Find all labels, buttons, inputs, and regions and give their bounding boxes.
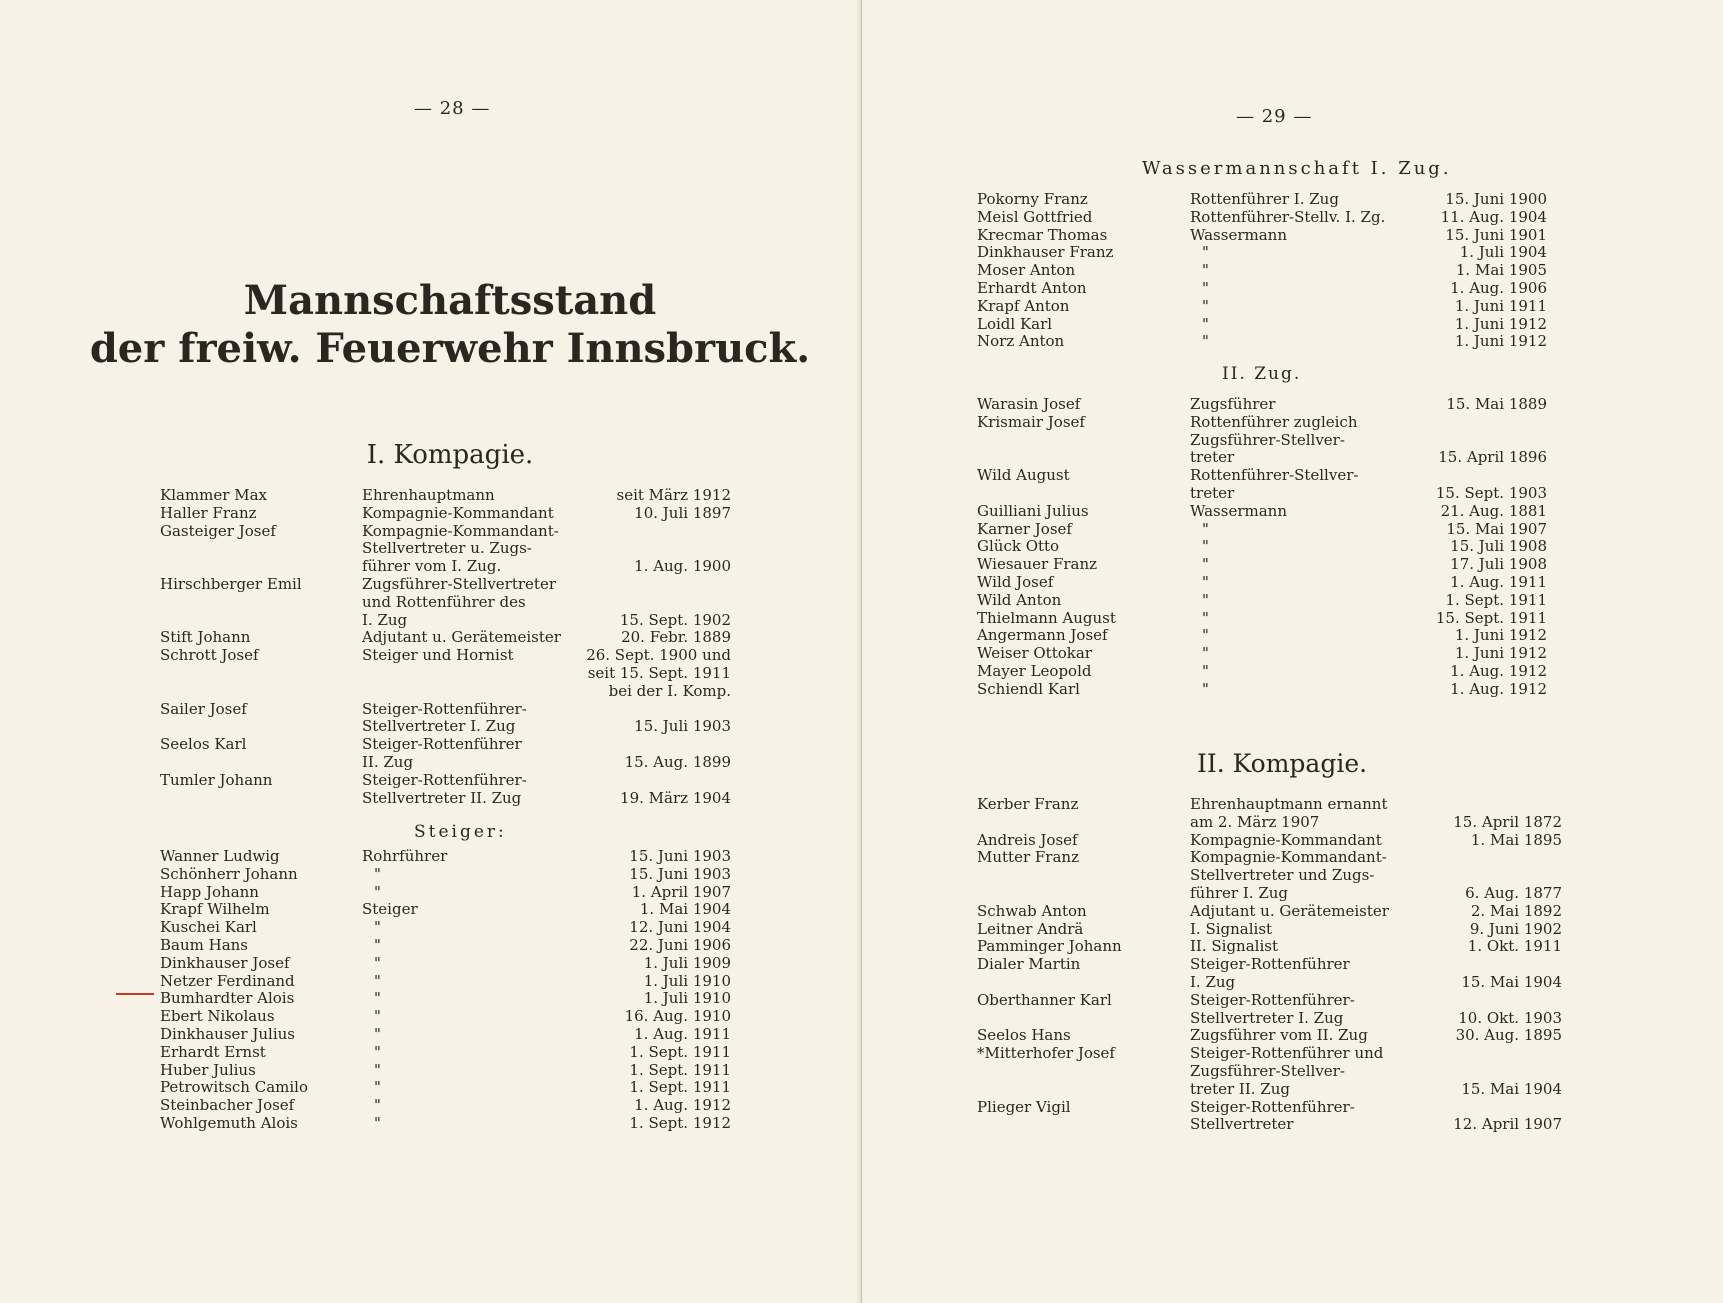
member-role: Steiger-Rottenführer und — [1190, 1044, 1384, 1063]
member-role: " — [1202, 243, 1209, 262]
table-row — [977, 795, 1562, 832]
table-row — [160, 1097, 730, 1115]
table-row — [977, 592, 1547, 610]
member-role: Kompagnie-Kommandant- — [362, 521, 559, 540]
table-row — [160, 576, 730, 629]
table-row — [160, 647, 730, 700]
member-name: Schrott Josef — [160, 646, 259, 665]
member-name: Ebert Nikolaus — [160, 1007, 275, 1026]
member-date: 1. Juni 1912 — [1454, 332, 1547, 351]
member-name: Moser Anton — [977, 261, 1076, 280]
member-name: Sailer Josef — [160, 699, 247, 718]
table-row — [160, 487, 730, 505]
page-number-left: — 28 — — [414, 98, 491, 119]
red-pen-mark — [116, 993, 154, 995]
table-row — [160, 1026, 730, 1044]
table-row — [977, 830, 1562, 850]
document-title-line1: Mannschaftsstand — [243, 277, 657, 324]
table-row — [977, 227, 1547, 245]
member-role: Wassermann — [1190, 501, 1287, 520]
member-date: 1. Juni 1912 — [1454, 644, 1547, 663]
member-role: Steiger-Rottenführer — [1190, 955, 1350, 974]
table-row — [160, 1008, 730, 1026]
table-row — [977, 681, 1547, 699]
table-row — [160, 523, 730, 576]
member-name: Plieger Vigil — [977, 1097, 1071, 1116]
member-date: 1. Sept. 1912 — [629, 1113, 731, 1132]
table-row — [977, 955, 1562, 992]
member-role: " — [374, 882, 381, 901]
member-date: 15. Mai 1907 — [1446, 519, 1547, 538]
member-name: Tumler Johann — [160, 770, 273, 789]
water-zug-1-list — [977, 191, 1547, 351]
company-2-heading: II. Kompagie. — [1197, 749, 1368, 778]
member-name: Erhardt Anton — [977, 278, 1087, 297]
member-role: führer I. Zug — [1190, 883, 1289, 902]
member-date: 1. Sept. 1911 — [1445, 590, 1547, 609]
member-name: Meisl Gottfried — [977, 207, 1093, 226]
member-date: 1. Juni 1912 — [1454, 626, 1547, 645]
document-title-line2: der freiw. Feuerwehr Innsbruck. — [89, 325, 811, 372]
table-row — [977, 244, 1547, 262]
member-name: Haller Franz — [160, 503, 257, 522]
member-date: 15. Juni 1901 — [1445, 225, 1547, 244]
member-role: II. Zug — [362, 752, 414, 771]
member-name: Erhardt Ernst — [160, 1042, 266, 1061]
member-date: 1. Sept. 1911 — [629, 1042, 731, 1061]
table-row — [160, 1079, 730, 1097]
water-zug-2-list — [977, 396, 1547, 699]
table-row — [160, 1062, 730, 1080]
table-row — [977, 1044, 1562, 1098]
member-date: 10. Okt. 1903 — [1458, 1008, 1562, 1027]
table-row — [977, 280, 1547, 298]
member-role: II. Signalist — [1190, 937, 1278, 956]
member-role: " — [374, 1096, 381, 1115]
member-role: treter — [1190, 448, 1235, 467]
member-date: 17. Juli 1908 — [1450, 555, 1547, 574]
member-role: Zugsführer vom II. Zug — [1190, 1026, 1368, 1045]
member-date: 1. Sept. 1911 — [629, 1078, 731, 1097]
member-name: Krismair Josef — [977, 412, 1085, 431]
member-role: Stellvertreter u. Zugs- — [362, 539, 532, 558]
member-name: Petrowitsch Camilo — [160, 1078, 308, 1097]
member-name: Schwab Anton — [977, 901, 1087, 920]
member-role: " — [1202, 537, 1209, 556]
member-role: " — [1202, 555, 1209, 574]
member-date: 15. Sept. 1902 — [619, 610, 731, 629]
member-name: Gasteiger Josef — [160, 521, 276, 540]
member-date: 21. Aug. 1881 — [1440, 501, 1547, 520]
steiger-heading: Steiger: — [414, 822, 507, 842]
member-name: Oberthanner Karl — [977, 990, 1112, 1009]
member-role: I. Zug — [1190, 972, 1236, 991]
member-name: Pamminger Johann — [977, 937, 1122, 956]
member-role: Steiger-Rottenführer- — [1190, 1097, 1355, 1116]
member-role: " — [374, 1113, 381, 1132]
table-row — [977, 262, 1547, 280]
table-row — [977, 503, 1547, 521]
member-role: Steiger und Hornist — [362, 646, 514, 665]
member-date: 1. Mai 1895 — [1470, 830, 1562, 849]
member-date: 19. März 1904 — [620, 788, 731, 807]
member-date: 1. Okt. 1911 — [1467, 937, 1562, 956]
member-date: 15. Mai 1889 — [1446, 395, 1547, 413]
member-name: Bumhardter Alois — [160, 989, 295, 1008]
member-role: Zugsführer-Stellver- — [1190, 1061, 1345, 1080]
table-row — [160, 937, 730, 955]
member-date: 1. Aug. 1906 — [1450, 278, 1547, 297]
member-role: " — [374, 1060, 381, 1079]
table-row — [160, 1044, 730, 1062]
steiger-list — [160, 848, 730, 1133]
table-row — [977, 333, 1547, 351]
member-role: " — [374, 864, 381, 883]
table-row — [977, 396, 1547, 414]
table-row — [977, 538, 1547, 556]
member-date: 15. Juni 1903 — [629, 847, 731, 865]
member-role: " — [1202, 644, 1209, 663]
member-role: " — [1202, 679, 1209, 698]
member-name: Thielmann August — [977, 608, 1116, 627]
member-role: Steiger-Rottenführer- — [1190, 990, 1355, 1009]
member-name: Leitner Andrä — [977, 919, 1084, 938]
member-name: Huber Julius — [160, 1060, 256, 1079]
member-date: 12. Juni 1904 — [629, 918, 731, 937]
member-name: Warasin Josef — [977, 395, 1081, 413]
member-name: Wanner Ludwig — [160, 847, 280, 865]
table-row — [160, 973, 730, 991]
table-row — [160, 990, 730, 1008]
member-role: treter — [1190, 483, 1235, 502]
member-role: Stellvertreter I. Zug — [362, 717, 516, 736]
member-role: Steiger-Rottenführer — [362, 735, 522, 754]
member-date: 12. April 1907 — [1453, 1115, 1562, 1134]
member-role: Zugsführer-Stellver- — [1190, 430, 1345, 449]
member-name: Guilliani Julius — [977, 501, 1089, 520]
member-date: 10. Juli 1897 — [634, 503, 731, 522]
member-role: Ehrenhauptmann — [362, 486, 495, 504]
company-1-officers — [160, 487, 730, 807]
member-date: 1. Juli 1904 — [1459, 243, 1547, 262]
member-date: 15. Sept. 1911 — [1435, 608, 1547, 627]
member-role: " — [1202, 572, 1209, 591]
table-row — [160, 736, 730, 772]
member-role: " — [1202, 626, 1209, 645]
member-role: Rottenführer-Stellv. I. Zg. — [1190, 207, 1386, 226]
table-row — [977, 848, 1562, 902]
table-row — [160, 505, 730, 523]
member-date: 1. Sept. 1911 — [629, 1060, 731, 1079]
member-date: 1. Aug. 1912 — [1450, 661, 1547, 680]
member-role: Steiger-Rottenführer- — [362, 699, 527, 718]
member-date: 22. Juni 1906 — [629, 935, 731, 954]
member-role: I. Signalist — [1190, 919, 1273, 938]
table-row — [160, 866, 730, 884]
table-row — [977, 556, 1547, 574]
member-name: Mutter Franz — [977, 848, 1079, 867]
member-date: 15. Sept. 1903 — [1435, 483, 1547, 502]
member-name: Netzer Ferdinand — [160, 971, 295, 990]
table-row — [160, 919, 730, 937]
company-1-heading: I. Kompagie. — [366, 440, 534, 470]
table-row — [977, 574, 1547, 592]
table-row — [160, 701, 730, 737]
member-name: Wohlgemuth Alois — [160, 1113, 298, 1132]
member-role: Stellvertreter — [1190, 1115, 1294, 1134]
member-role: Rohrführer — [362, 847, 448, 865]
member-date: 15. Aug. 1899 — [624, 752, 731, 771]
table-row — [977, 627, 1547, 645]
table-row — [977, 209, 1547, 227]
member-name: Happ Johann — [160, 882, 259, 901]
member-date: 1. Aug. 1911 — [1450, 572, 1547, 591]
member-role: " — [374, 1078, 381, 1097]
member-date: 15. Mai 1904 — [1461, 972, 1562, 991]
table-row — [977, 467, 1547, 503]
table-row — [977, 990, 1562, 1028]
member-name: Mayer Leopold — [977, 661, 1092, 680]
member-name: Wild Anton — [977, 590, 1062, 609]
member-date: 15. Mai 1904 — [1461, 1079, 1562, 1098]
member-name: Loidl Karl — [977, 314, 1053, 333]
member-date: 1. Juli 1910 — [643, 971, 731, 990]
member-date: 6. Aug. 1877 — [1465, 883, 1562, 902]
member-role: " — [1202, 296, 1209, 315]
member-date: 1. Aug. 1912 — [1450, 679, 1547, 698]
table-row — [977, 919, 1562, 939]
member-role: " — [1202, 332, 1209, 351]
table-row — [977, 298, 1547, 316]
member-date: 16. Aug. 1910 — [624, 1007, 731, 1026]
member-role: " — [1202, 519, 1209, 538]
member-name: Dinkhauser Franz — [977, 243, 1114, 262]
member-role: " — [374, 935, 381, 954]
member-role: " — [374, 1024, 381, 1043]
member-role: " — [374, 953, 381, 972]
member-name: Krapf Wilhelm — [160, 900, 270, 919]
company-2-list — [977, 795, 1562, 1134]
member-role: Adjutant u. Gerätemeister — [362, 628, 561, 647]
member-name: Weiser Ottokar — [977, 644, 1092, 663]
member-role: " — [1202, 278, 1209, 297]
member-role: Stellvertreter II. Zug — [362, 788, 522, 807]
member-name: Angermann Josef — [977, 626, 1108, 645]
table-row — [977, 937, 1562, 956]
member-role: " — [1202, 608, 1209, 627]
member-date: 1. Juni 1912 — [1454, 314, 1547, 333]
member-role: " — [1202, 590, 1209, 609]
member-date: 1. April 1907 — [631, 882, 731, 901]
table-row — [160, 884, 730, 902]
member-date: 15. Juli 1908 — [1450, 537, 1547, 556]
member-name: Seelos Hans — [977, 1026, 1071, 1045]
member-name: Karner Josef — [977, 519, 1072, 538]
member-name: Kerber Franz — [977, 795, 1079, 813]
member-date: 15. Juni 1900 — [1445, 190, 1547, 208]
member-name: Andreis Josef — [977, 830, 1078, 849]
table-row — [977, 414, 1547, 467]
member-role: " — [374, 971, 381, 990]
member-name: Schiendl Karl — [977, 679, 1080, 698]
member-role: " — [374, 1007, 381, 1026]
member-name: Wiesauer Franz — [977, 555, 1098, 574]
member-date: 20. Febr. 1889 — [621, 628, 731, 647]
member-name: Stift Johann — [160, 628, 251, 647]
member-role: Zugsführer — [1190, 395, 1276, 413]
member-name: Norz Anton — [977, 332, 1065, 351]
member-name: Baum Hans — [160, 935, 249, 954]
member-date: bei der I. Komp. — [608, 681, 731, 700]
member-date: 15. April 1872 — [1453, 812, 1562, 831]
member-name: Krecmar Thomas — [977, 225, 1108, 244]
table-row — [977, 316, 1547, 334]
member-role: " — [374, 989, 381, 1008]
member-role: Rottenführer-Stellver- — [1190, 466, 1359, 485]
table-row — [160, 955, 730, 973]
member-date: 1. Mai 1904 — [639, 900, 731, 919]
member-role: Ehrenhauptmann ernannt — [1190, 795, 1388, 813]
member-date: 1. Mai 1905 — [1455, 261, 1547, 280]
member-role: Zugsführer-Stellvertreter — [362, 574, 556, 593]
member-name: Krapf Anton — [977, 296, 1070, 315]
member-role: und Rottenführer des — [362, 592, 526, 611]
member-role: führer vom I. Zug. — [362, 557, 502, 576]
member-date: 1. Juli 1910 — [643, 989, 731, 1008]
member-role: Stellvertreter und Zugs- — [1190, 866, 1375, 885]
right-page — [862, 0, 1723, 1303]
member-role: treter II. Zug — [1190, 1079, 1290, 1098]
member-name: Dinkhauser Julius — [160, 1024, 295, 1043]
member-name: Klammer Max — [160, 486, 267, 504]
member-date: 1. Aug. 1912 — [634, 1096, 731, 1115]
member-name: Pokorny Franz — [977, 190, 1088, 208]
member-role: Steiger-Rottenführer- — [362, 770, 527, 789]
table-row — [977, 1097, 1562, 1135]
table-row — [160, 629, 730, 647]
member-role: am 2. März 1907 — [1190, 812, 1320, 831]
member-role: " — [1202, 314, 1209, 333]
page-number-right: — 29 — — [1236, 106, 1313, 127]
member-date: 15. Juni 1903 — [629, 864, 731, 883]
member-date: 1. Juni 1911 — [1454, 296, 1547, 315]
member-date: 1. Juli 1909 — [643, 953, 731, 972]
member-name: Glück Otto — [977, 537, 1060, 556]
member-role: Kompagnie-Kommandant — [1190, 830, 1382, 849]
member-name: Wild Josef — [977, 572, 1054, 591]
member-date: 15. April 1896 — [1438, 448, 1547, 467]
member-name: Wild August — [977, 466, 1070, 485]
member-role: Rottenführer I. Zug — [1190, 190, 1339, 208]
member-name: Kuschei Karl — [160, 918, 257, 937]
member-name: Hirschberger Emil — [160, 574, 302, 593]
member-role: Rottenführer zugleich — [1190, 412, 1358, 431]
member-role: Adjutant u. Gerätemeister — [1190, 901, 1389, 920]
table-row — [977, 191, 1547, 209]
member-role: " — [374, 1042, 381, 1061]
member-role: Kompagnie-Kommandant — [362, 503, 554, 522]
member-role: I. Zug — [362, 610, 408, 629]
member-role: Wassermann — [1190, 225, 1287, 244]
zug-2-heading: II. Zug. — [1222, 364, 1302, 384]
table-row — [977, 521, 1547, 539]
member-role: " — [1202, 261, 1209, 280]
table-row — [160, 848, 730, 866]
member-date: seit März 1912 — [616, 486, 731, 504]
table-row — [160, 1115, 730, 1133]
member-name: *Mitterhofer Josef — [977, 1044, 1115, 1063]
table-row — [977, 663, 1547, 681]
member-role: " — [374, 918, 381, 937]
member-role: " — [1202, 661, 1209, 680]
member-name: Dinkhauser Josef — [160, 953, 290, 972]
member-name: Dialer Martin — [977, 955, 1081, 974]
member-date: 15. Juli 1903 — [634, 717, 731, 736]
member-name: Steinbacher Josef — [160, 1096, 295, 1115]
member-date: 1. Aug. 1911 — [634, 1024, 731, 1043]
member-date: 2. Mai 1892 — [1470, 901, 1562, 920]
table-row — [977, 901, 1562, 921]
member-name: Seelos Karl — [160, 735, 247, 754]
table-row — [977, 1026, 1562, 1045]
table-row — [977, 610, 1547, 628]
member-role: Stellvertreter I. Zug — [1190, 1008, 1344, 1027]
member-date: 26. Sept. 1900 und — [586, 646, 731, 665]
member-date: 9. Juni 1902 — [1469, 919, 1562, 938]
water-zug-1-heading: Wassermannschaft I. Zug. — [1142, 158, 1452, 179]
table-row — [160, 772, 730, 808]
member-role: Kompagnie-Kommandant- — [1190, 848, 1387, 867]
member-date: 30. Aug. 1895 — [1455, 1026, 1562, 1045]
member-date: 11. Aug. 1904 — [1440, 207, 1547, 226]
member-name: Schönherr Johann — [160, 864, 298, 883]
member-date: 1. Aug. 1900 — [634, 557, 731, 576]
member-date: seit 15. Sept. 1911 — [587, 663, 731, 682]
table-row — [977, 645, 1547, 663]
member-role: Steiger — [362, 900, 418, 919]
table-row — [160, 901, 730, 919]
